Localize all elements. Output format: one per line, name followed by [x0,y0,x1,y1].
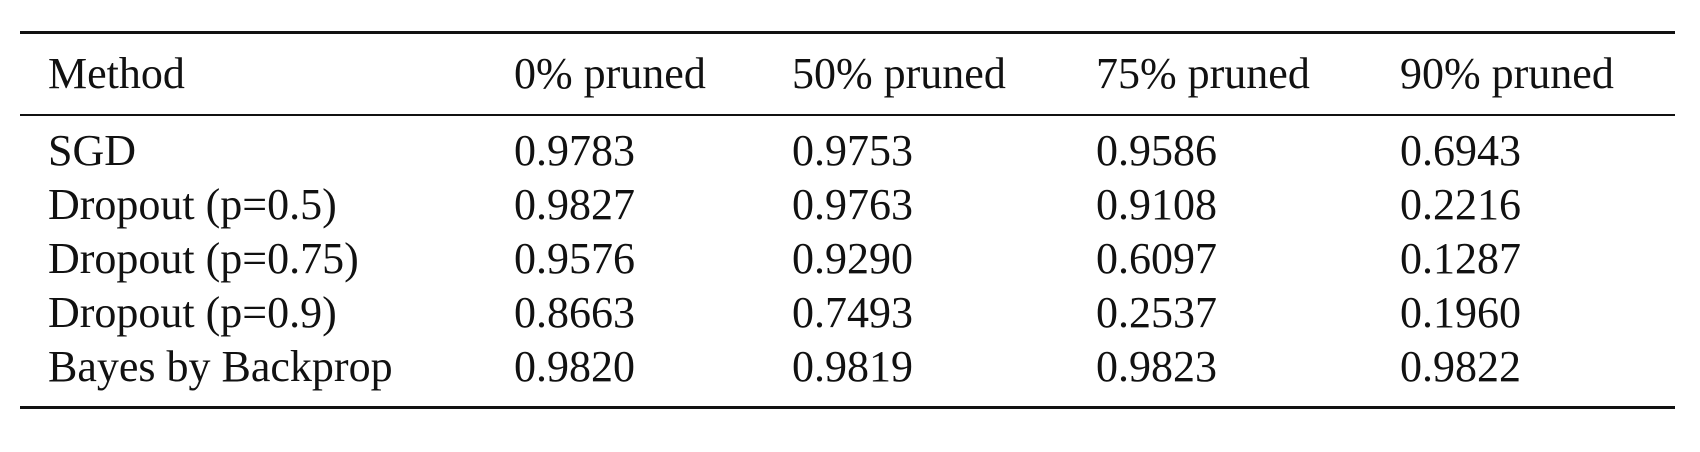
value-cell: 0.1287 [1400,234,1521,283]
value-cell: 0.9822 [1400,342,1521,391]
results-table-body [20,116,1675,406]
results-table-container [20,31,1675,409]
value-cell: 0.9290 [792,234,913,283]
method-cell: SGD [48,126,137,175]
results-table [20,34,1675,114]
value-cell: 0.8663 [514,288,635,337]
method-cell: Dropout (p=0.9) [48,288,337,337]
value-cell: 0.9783 [514,126,635,175]
value-cell: 0.7493 [792,288,913,337]
value-cell: 0.1960 [1400,288,1521,337]
table-row [20,286,1675,340]
value-cell: 0.2537 [1096,288,1217,337]
value-cell: 0.9108 [1096,180,1217,229]
header-0-pruned: 0% pruned [514,49,706,98]
bottom-rule [20,406,1675,409]
table-row [20,340,1675,406]
value-cell: 0.9819 [792,342,913,391]
value-cell: 0.9763 [792,180,913,229]
value-cell: 0.6097 [1096,234,1217,283]
value-cell: 0.6943 [1400,126,1521,175]
value-cell: 0.9586 [1096,126,1217,175]
header-row [20,34,1675,114]
value-cell: 0.9820 [514,342,635,391]
header-method: Method [48,49,185,98]
table-row [20,116,1675,178]
table-row [20,232,1675,286]
value-cell: 0.9823 [1096,342,1217,391]
value-cell: 0.2216 [1400,180,1521,229]
value-cell: 0.9827 [514,180,635,229]
value-cell: 0.9576 [514,234,635,283]
method-cell: Dropout (p=0.75) [48,234,359,283]
method-cell: Dropout (p=0.5) [48,180,337,229]
table-row [20,178,1675,232]
method-cell: Bayes by Backprop [48,342,393,391]
header-75-pruned: 75% pruned [1096,49,1310,98]
header-90-pruned: 90% pruned [1400,49,1614,98]
header-50-pruned: 50% pruned [792,49,1006,98]
value-cell: 0.9753 [792,126,913,175]
